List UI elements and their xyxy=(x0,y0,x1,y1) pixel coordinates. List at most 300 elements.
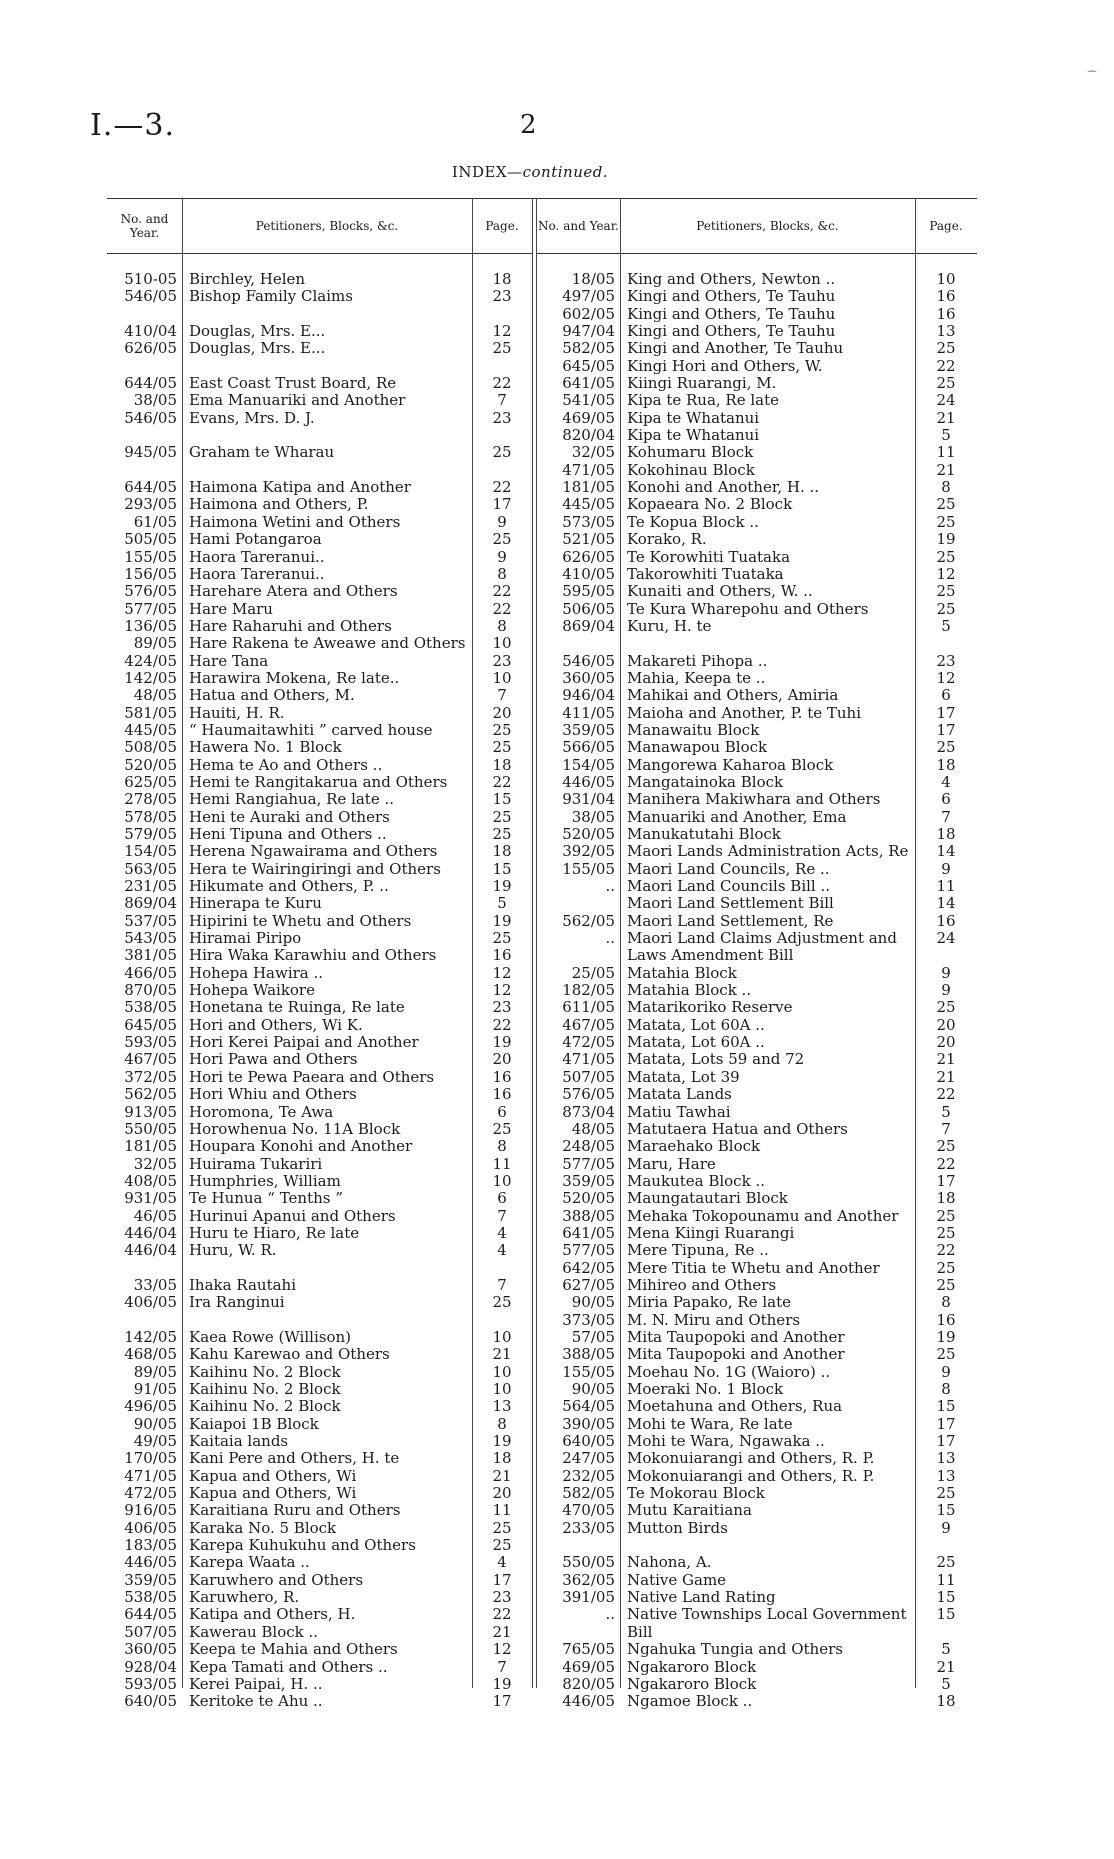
entry-page: 8 xyxy=(497,1415,507,1433)
entry-number: 521/05 xyxy=(562,531,615,549)
entry-name: Ema Manuariki and Another xyxy=(189,392,406,410)
entry-number: 644/05 xyxy=(124,375,177,393)
entry-number: 248/05 xyxy=(562,1138,615,1156)
entry-name: Haora Tareranui.. xyxy=(189,565,325,583)
entry-number: 388/05 xyxy=(562,1207,615,1225)
entry-name: Manukatutahi Block xyxy=(627,826,781,843)
entry-name: Karepa Waata .. xyxy=(189,1554,310,1572)
entry-name: Hemi Rangiahua, Re late .. xyxy=(189,791,395,809)
entry-number: 913/05 xyxy=(124,1103,177,1121)
entry-page: 18 xyxy=(492,1450,512,1468)
entry-page: 25 xyxy=(936,1485,956,1503)
entry-number: 562/05 xyxy=(562,912,615,930)
entry-number: .. xyxy=(605,1606,615,1624)
entry-name: Native Land Rating xyxy=(627,1589,776,1607)
right-page-column xyxy=(915,271,977,1711)
entry-number xyxy=(107,358,177,375)
entry-page xyxy=(915,947,977,964)
entry-name: Horomona, Te Awa xyxy=(189,1103,334,1121)
left-page-column xyxy=(472,271,532,1711)
entry-page: 16 xyxy=(936,912,956,930)
entry-page: 25 xyxy=(936,1224,956,1242)
col-header-page-right: Page. xyxy=(915,198,977,254)
entry-number: 945/05 xyxy=(124,444,177,462)
entry-page: 25 xyxy=(936,1259,956,1277)
entry-number: 564/05 xyxy=(562,1398,615,1416)
entry-page: 12 xyxy=(492,1641,512,1659)
entry-number: 183/05 xyxy=(124,1537,177,1555)
entry-page: 18 xyxy=(936,756,956,774)
entry-page: 25 xyxy=(936,999,956,1017)
entry-name: Hera te Wairingiringi and Others xyxy=(189,860,441,878)
entry-page: 18 xyxy=(492,271,512,288)
entry-name: Manawapou Block xyxy=(627,739,768,757)
entry-page: 25 xyxy=(936,375,956,393)
entry-name: Ira Ranginui xyxy=(189,1294,285,1312)
entry-page: 25 xyxy=(492,721,512,739)
entry-name: Moeraki No. 1 Block xyxy=(627,1381,784,1398)
entry-number: 390/05 xyxy=(562,1415,615,1433)
entry-page: 18 xyxy=(936,1190,956,1208)
entry-page: 8 xyxy=(497,1138,507,1156)
entry-name: Mahikai and Others, Amiria xyxy=(627,687,839,705)
entry-number: 155/05 xyxy=(562,860,615,878)
entry-number: 181/05 xyxy=(562,479,615,497)
entry-name: Kunaiti and Others, W. .. xyxy=(627,583,813,601)
entry-page: 17 xyxy=(936,704,956,722)
entry-page: 21 xyxy=(492,1346,512,1364)
entry-page: 20 xyxy=(492,1485,512,1503)
entry-page: 13 xyxy=(936,1467,956,1485)
entry-page: 23 xyxy=(492,1589,512,1607)
entry-number: 538/05 xyxy=(124,999,177,1017)
entry-page: 25 xyxy=(936,548,956,566)
entry-name: Kaihinu No. 2 Block xyxy=(189,1398,341,1416)
entry-name: Haimona Katipa and Another xyxy=(189,479,411,497)
entry-page: 14 xyxy=(936,895,956,913)
entry-number: 48/05 xyxy=(133,687,177,705)
entry-number: 644/05 xyxy=(124,479,177,497)
right-no-column xyxy=(537,271,615,1711)
entry-page: 25 xyxy=(492,340,512,358)
entry-name: Hurinui Apanui and Others xyxy=(189,1207,396,1225)
entry-name: Katipa and Others, H. xyxy=(189,1606,356,1624)
entry-page: 5 xyxy=(941,1103,951,1121)
entry-name: Native Game xyxy=(627,1571,727,1589)
entry-page: 10 xyxy=(492,669,512,687)
entry-number: 581/05 xyxy=(124,704,177,722)
entry-name: Matata, Lot 60A .. xyxy=(627,1034,765,1052)
entry-name: Kingi Hori and Others, W. xyxy=(627,357,823,375)
entry-page: 25 xyxy=(492,808,512,826)
entry-name xyxy=(189,306,471,323)
entry-page xyxy=(915,635,977,652)
entry-name: Hori and Others, Wi K. xyxy=(189,1016,363,1034)
entry-page: 22 xyxy=(492,600,512,618)
entry-page: 21 xyxy=(936,409,956,427)
entry-page: 20 xyxy=(936,1016,956,1034)
entry-page: 18 xyxy=(936,826,956,843)
entry-number: 156/05 xyxy=(124,565,177,583)
entry-page: 17 xyxy=(936,721,956,739)
entry-number: 181/05 xyxy=(124,1138,177,1156)
entry-page: 12 xyxy=(492,323,512,341)
entry-number: 360/05 xyxy=(124,1641,177,1659)
entry-number: 577/05 xyxy=(124,600,177,618)
entry-number: 506/05 xyxy=(562,600,615,618)
entry-number: 38/05 xyxy=(133,392,177,410)
entry-name: Ihaka Rautahi xyxy=(189,1276,296,1294)
entry-name: Matata, Lot 60A .. xyxy=(627,1016,765,1034)
entry-name: Kahu Karewao and Others xyxy=(189,1346,390,1364)
entry-name: Matata Lands xyxy=(627,1086,732,1104)
entry-name: Hare Tana xyxy=(189,652,269,670)
entry-page: 12 xyxy=(936,669,956,687)
entry-number: 576/05 xyxy=(124,583,177,601)
entry-number: 91/05 xyxy=(133,1381,177,1398)
entry-name: Herena Ngawairama and Others xyxy=(189,843,438,861)
entry-name: Hori Kerei Paipai and Another xyxy=(189,1034,419,1052)
entry-page: 11 xyxy=(492,1502,512,1520)
entry-page: 9 xyxy=(941,964,951,982)
entry-name: Kingi and Others, Te Tauhu xyxy=(627,305,836,323)
entry-page: 17 xyxy=(492,1693,512,1711)
entry-page: 7 xyxy=(497,1658,507,1676)
entry-number: 89/05 xyxy=(133,635,177,653)
entry-page: 6 xyxy=(941,791,951,809)
entry-name: Mohi te Wara, Re late xyxy=(627,1415,793,1433)
entry-number: 278/05 xyxy=(124,791,177,809)
entry-name: Mere Tipuna, Re .. xyxy=(627,1242,769,1260)
entry-page: 11 xyxy=(936,878,956,896)
entry-name: Ngakaroro Block xyxy=(627,1658,757,1676)
entry-name: Haimona Wetini and Others xyxy=(189,513,401,531)
entry-number: .. xyxy=(605,878,615,896)
entry-name: Konohi and Another, H. .. xyxy=(627,479,820,497)
entry-page: 4 xyxy=(941,773,951,791)
entry-page: 12 xyxy=(492,982,512,1000)
entry-number: 577/05 xyxy=(562,1242,615,1260)
entry-number: 372/05 xyxy=(124,1068,177,1086)
entry-number: 32/05 xyxy=(133,1155,177,1173)
entry-number: 563/05 xyxy=(124,860,177,878)
entry-number xyxy=(537,895,615,912)
entry-name: Mahia, Keepa te .. xyxy=(627,669,766,687)
entry-number: 566/05 xyxy=(562,739,615,757)
entry-page: 16 xyxy=(492,1068,512,1086)
entry-number: 507/05 xyxy=(562,1068,615,1086)
index-title: INDEX—continued. xyxy=(451,163,609,181)
entry-name: Kaea Rowe (Willison) xyxy=(189,1328,351,1346)
entry-name: Karaka No. 5 Block xyxy=(189,1519,337,1537)
entry-name: Ngakaroro Block xyxy=(627,1675,757,1693)
entry-name: Kingi and Another, Te Tauhu xyxy=(627,340,844,358)
entry-page: 25 xyxy=(936,513,956,531)
entry-name: Moehau No. 1G (Waioro) .. xyxy=(627,1363,831,1381)
entry-name: Huirama Tukariri xyxy=(189,1155,323,1173)
entry-page: 8 xyxy=(941,1381,951,1398)
entry-page: 25 xyxy=(936,1276,956,1294)
entry-name: Matutaera Hatua and Others xyxy=(627,1120,848,1138)
entry-name: Huru, W. R. xyxy=(189,1242,277,1260)
entry-page: 20 xyxy=(492,704,512,722)
entry-page: 19 xyxy=(492,1675,512,1693)
entry-name: Matarikoriko Reserve xyxy=(627,999,793,1017)
entry-number: 947/04 xyxy=(562,323,615,341)
entry-page: 16 xyxy=(492,1086,512,1104)
entry-page: 18 xyxy=(492,756,512,774)
entry-name: Kipa te Whatanui xyxy=(627,409,760,427)
entry-number: 359/05 xyxy=(124,1571,177,1589)
entry-name: Laws Amendment Bill xyxy=(627,947,794,965)
entry-number: 869/04 xyxy=(124,895,177,913)
entry-number: 550/05 xyxy=(124,1120,177,1138)
entry-number xyxy=(537,947,615,964)
entry-name: Evans, Mrs. D. J. xyxy=(189,409,315,427)
entry-name: Maukutea Block .. xyxy=(627,1172,765,1190)
entry-number: 472/05 xyxy=(124,1485,177,1503)
entry-name: Hare Rakena te Aweawe and Others xyxy=(189,635,466,653)
entry-page: 21 xyxy=(936,1051,956,1069)
entry-name: Honetana te Ruinga, Re late xyxy=(189,999,405,1017)
entry-name: Moetahuna and Others, Rua xyxy=(627,1398,843,1416)
column-rule xyxy=(532,198,533,1688)
entry-name: Hinerapa te Kuru xyxy=(189,895,322,913)
entry-page: 9 xyxy=(941,860,951,878)
entry-page: 25 xyxy=(936,1554,956,1572)
entry-name xyxy=(627,635,914,652)
entry-number: 593/05 xyxy=(124,1034,177,1052)
entry-name: Maioha and Another, P. te Tuhi xyxy=(627,704,862,722)
entry-name: Houpara Konohi and Another xyxy=(189,1138,413,1156)
entry-name xyxy=(189,427,471,444)
entry-number: 155/05 xyxy=(562,1363,615,1381)
entry-name: Maori Land Settlement, Re xyxy=(627,912,834,930)
left-petitioners-column xyxy=(189,271,471,1711)
entry-name: “ Haumaitawhiti ” carved house xyxy=(189,721,433,739)
entry-number: 46/05 xyxy=(133,1207,177,1225)
entry-name xyxy=(189,462,471,479)
entry-page: 13 xyxy=(936,1450,956,1468)
entry-page: 17 xyxy=(936,1172,956,1190)
entry-name: Douglas, Mrs. E... xyxy=(189,323,326,341)
entry-name: Manuariki and Another, Ema xyxy=(627,808,847,826)
entry-number xyxy=(537,1537,615,1554)
entry-name: Mutton Birds xyxy=(627,1519,728,1537)
entry-number: 48/05 xyxy=(571,1120,615,1138)
entry-number: 446/05 xyxy=(124,1554,177,1572)
entry-number: 931/05 xyxy=(124,1190,177,1208)
entry-name: Kaitaia lands xyxy=(189,1433,289,1451)
entry-page: 16 xyxy=(936,1311,956,1329)
entry-number: 90/05 xyxy=(571,1294,615,1312)
entry-name xyxy=(189,1312,471,1329)
entry-name: Humphries, William xyxy=(189,1172,341,1190)
entry-page: 9 xyxy=(941,1519,951,1537)
entry-page: 22 xyxy=(492,479,512,497)
entry-number xyxy=(107,462,177,479)
entry-number: 577/05 xyxy=(562,1155,615,1173)
entry-name: Kipa te Whatanui xyxy=(627,427,760,445)
entry-number: 562/05 xyxy=(124,1086,177,1104)
entry-number: 381/05 xyxy=(124,947,177,965)
entry-page: 5 xyxy=(941,1641,951,1659)
entry-name: Hema te Ao and Others .. xyxy=(189,756,383,774)
scan-speck: ⁀ xyxy=(1088,72,1097,83)
entry-page: 4 xyxy=(497,1224,507,1242)
entry-page: 11 xyxy=(936,1571,956,1589)
col-header-no-left: No. and Year. xyxy=(107,198,182,254)
entry-name: Native Townships Local Government xyxy=(627,1606,907,1624)
entry-name: Keritoke te Ahu .. xyxy=(189,1693,323,1711)
entry-page: 10 xyxy=(492,1363,512,1381)
entry-number: 154/05 xyxy=(124,843,177,861)
entry-number: 232/05 xyxy=(562,1467,615,1485)
entry-page: 9 xyxy=(497,513,507,531)
entry-page: 19 xyxy=(492,912,512,930)
entry-number: 468/05 xyxy=(124,1346,177,1364)
entry-page: 16 xyxy=(936,288,956,306)
entry-number: 424/05 xyxy=(124,652,177,670)
entry-number: 359/05 xyxy=(562,1172,615,1190)
entry-number: 471/05 xyxy=(124,1467,177,1485)
entry-number: 602/05 xyxy=(562,305,615,323)
document-ref: I.—3. xyxy=(90,108,176,143)
entry-name: Kapua and Others, Wi xyxy=(189,1485,357,1503)
entry-name: Hikumate and Others, P. .. xyxy=(189,878,389,896)
entry-name: Hohepa Hawira .. xyxy=(189,964,324,982)
col-header-no-right: No. and Year. xyxy=(537,198,620,254)
entry-page: 23 xyxy=(492,288,512,306)
entry-name: Hare Raharuhi and Others xyxy=(189,617,392,635)
entry-page: 7 xyxy=(941,808,951,826)
entry-page: 6 xyxy=(941,687,951,705)
entry-name xyxy=(189,1260,471,1277)
entry-number: 170/05 xyxy=(124,1450,177,1468)
entry-page: 7 xyxy=(497,392,507,410)
entry-name: Kokohinau Block xyxy=(627,461,755,479)
entry-page: 15 xyxy=(936,1589,956,1607)
entry-page: 17 xyxy=(936,1415,956,1433)
entry-number: 546/05 xyxy=(124,288,177,306)
entry-page: 11 xyxy=(492,1155,512,1173)
entry-page: 10 xyxy=(492,635,512,653)
entry-name: Matahia Block .. xyxy=(627,982,752,1000)
entry-page: 20 xyxy=(492,1051,512,1069)
entry-page xyxy=(472,462,532,479)
entry-page: 10 xyxy=(492,1381,512,1398)
entry-number: 410/04 xyxy=(124,323,177,341)
entry-page: 19 xyxy=(492,1433,512,1451)
entry-page: 25 xyxy=(936,739,956,757)
entry-name: Mere Titia te Whetu and Another xyxy=(627,1259,880,1277)
entry-page: 8 xyxy=(497,565,507,583)
entry-number: 61/05 xyxy=(133,513,177,531)
entry-page xyxy=(472,358,532,375)
entry-number: 520/05 xyxy=(562,1190,615,1208)
entry-page: 25 xyxy=(936,340,956,358)
entry-name: Mutu Karaitiana xyxy=(627,1502,752,1520)
entry-page: 18 xyxy=(492,843,512,861)
entry-name: Hipirini te Whetu and Others xyxy=(189,912,412,930)
entry-number: 25/05 xyxy=(571,964,615,982)
entry-page: 9 xyxy=(941,982,951,1000)
entry-number: 546/05 xyxy=(562,652,615,670)
entry-name: Harawira Mokena, Re late.. xyxy=(189,669,400,687)
entry-name: Hohepa Waikore xyxy=(189,982,315,1000)
entry-page: 22 xyxy=(492,1016,512,1034)
entry-name: Karepa Kuhukuhu and Others xyxy=(189,1537,416,1555)
entry-number: 505/05 xyxy=(124,531,177,549)
entry-number: 360/05 xyxy=(562,669,615,687)
entry-name: Kawerau Block .. xyxy=(189,1623,319,1641)
entry-page: 12 xyxy=(936,565,956,583)
entry-number: 507/05 xyxy=(124,1623,177,1641)
entry-name: Hori Whiu and Others xyxy=(189,1086,357,1104)
entry-page: 5 xyxy=(497,895,507,913)
entry-page: 8 xyxy=(941,479,951,497)
entry-number: 90/05 xyxy=(133,1415,177,1433)
entry-number: 640/05 xyxy=(124,1693,177,1711)
entry-page: 25 xyxy=(492,826,512,843)
entry-page: 15 xyxy=(936,1606,956,1624)
entry-name: Takorowhiti Tuataka xyxy=(627,565,784,583)
entry-number xyxy=(107,1260,177,1277)
entry-name: Maru, Hare xyxy=(627,1155,716,1173)
entry-number: 391/05 xyxy=(562,1589,615,1607)
entry-name: Hori Pawa and Others xyxy=(189,1051,358,1069)
entry-name: Matahia Block xyxy=(627,964,737,982)
entry-page: 10 xyxy=(936,271,956,288)
entry-name: Te Mokorau Block xyxy=(627,1485,765,1503)
entry-page xyxy=(472,306,532,323)
column-rule xyxy=(620,198,621,1688)
entry-page: 8 xyxy=(497,617,507,635)
entry-number: 411/05 xyxy=(562,704,615,722)
entry-number: 293/05 xyxy=(124,496,177,514)
entry-page: 24 xyxy=(936,930,956,948)
entry-name: Maraehako Block xyxy=(627,1138,761,1156)
entry-page: 4 xyxy=(497,1242,507,1260)
entry-number: 408/05 xyxy=(124,1172,177,1190)
entry-name: Heni te Auraki and Others xyxy=(189,808,390,826)
entry-name: Kaihinu No. 2 Block xyxy=(189,1381,341,1398)
entry-number: 466/05 xyxy=(124,964,177,982)
entry-page: 5 xyxy=(941,617,951,635)
entry-name: Mohi te Wara, Ngawaka .. xyxy=(627,1433,825,1451)
entry-name: Korako, R. xyxy=(627,531,707,549)
entry-name: Manihera Makiwhara and Others xyxy=(627,791,881,809)
entry-page: 6 xyxy=(497,1103,507,1121)
entry-name: Horowhenua No. 11A Block xyxy=(189,1120,401,1138)
entry-name: Douglas, Mrs. E... xyxy=(189,340,326,358)
entry-number: 642/05 xyxy=(562,1259,615,1277)
entry-number: 576/05 xyxy=(562,1086,615,1104)
entry-page: 20 xyxy=(936,1034,956,1052)
entry-page: 25 xyxy=(492,1537,512,1555)
entry-name: Kaihinu No. 2 Block xyxy=(189,1363,341,1381)
entry-name: Nahona, A. xyxy=(627,1554,712,1572)
entry-page: 25 xyxy=(492,1120,512,1138)
entry-page: 9 xyxy=(941,1363,951,1381)
entry-number: 869/04 xyxy=(562,617,615,635)
entry-name: Matiu Tawhai xyxy=(627,1103,731,1121)
col-header-petitioners-right: Petitioners, Blocks, &c. xyxy=(620,198,915,254)
entry-name: Hori te Pewa Paeara and Others xyxy=(189,1068,435,1086)
entry-number: 142/05 xyxy=(124,1328,177,1346)
entry-number: 472/05 xyxy=(562,1034,615,1052)
entry-page: 22 xyxy=(936,1155,956,1173)
